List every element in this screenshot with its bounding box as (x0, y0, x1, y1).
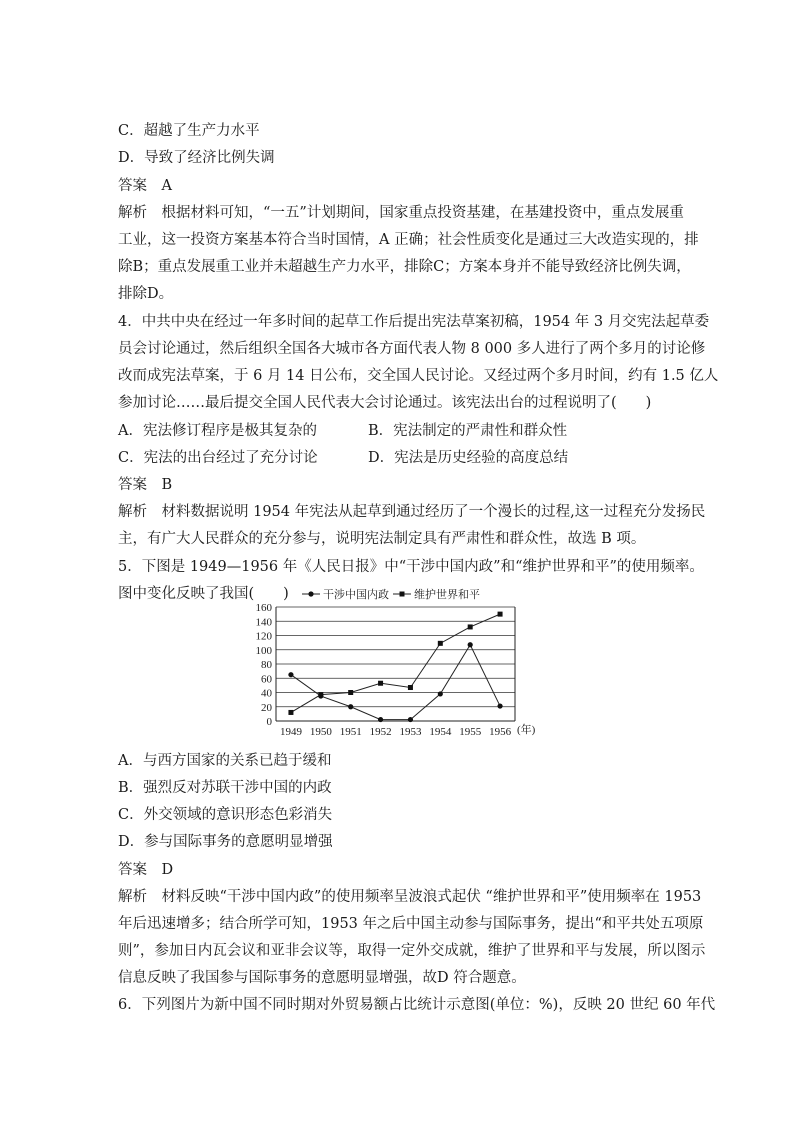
x-tick-label: 1954 (429, 726, 452, 738)
x-tick-label: 1952 (369, 726, 392, 738)
x-tick-label: 1955 (459, 726, 482, 738)
y-tick-label: 60 (261, 673, 272, 686)
analysis-line: 解析 根据材料可知，“一五”计划期间，国家重点投资基建，在基建投资中，重点发展重 (118, 205, 684, 221)
question-5-line: 图中变化反映了我国( ) (118, 586, 289, 602)
y-tick-label: 120 (255, 630, 272, 643)
y-tick-label: 100 (255, 644, 272, 657)
data-point-square (438, 641, 443, 646)
option-c: C．宪法的出台经过了充分讨论 (118, 450, 318, 466)
chart-series (288, 612, 502, 723)
data-point-circle (468, 642, 473, 647)
data-point-square (498, 612, 503, 617)
x-axis-unit-label: (年) (517, 724, 536, 736)
x-tick-labels (280, 722, 536, 738)
y-tick-label: 40 (261, 687, 272, 700)
data-point-square (318, 692, 323, 697)
legend-label: 维护世界和平 (414, 589, 480, 601)
option-a: A．宪法修订程序是极其复杂的 (118, 423, 317, 439)
analysis-line: 主，有广大人民群众的充分参与，说明宪法制定具有严肃性和群众性，故选 B 项。 (118, 531, 646, 547)
analysis-line: 则”，参加日内瓦会议和亚非会议等，取得一定外交成就，维护了世界和平与发展，所以图示 (118, 943, 706, 959)
data-point-circle (288, 672, 293, 677)
question-4-line: 4．中共中央在经过一年多时间的起草工作后提出宪法草案初稿，1954 年 3 月交宪法起草委 (118, 314, 710, 330)
option-d: D．宪法是历史经验的高度总结 (368, 450, 569, 466)
data-point-circle (348, 704, 353, 709)
question-4-line: 员会讨论通过，然后组织全国各大城市各方面代表人物 8 000 多人进行了两个多月的讨论修 (118, 341, 706, 357)
series-line (291, 645, 500, 720)
option-d: D．导致了经济比例失调 (118, 150, 275, 166)
y-tick-label: 160 (255, 602, 272, 614)
answer-label: 答案 D (118, 862, 174, 878)
x-tick-label: 1949 (279, 726, 302, 738)
analysis-line: 年后迅速增多；结合所学可知，1953 年之后中国主动参与国际事务，提出“和平共处五项原 (118, 916, 704, 932)
x-tick-label: 1953 (399, 726, 422, 738)
question-6-line: 6．下列图片为新中国不同时期对外贸易额占比统计示意图(单位：%)，反映 20 世纪 60 年代 (118, 997, 716, 1013)
analysis-line: 信息反映了我国参与国际事务的意愿明显增强，故D 符合题意。 (118, 970, 526, 986)
data-point-square (378, 681, 383, 686)
analysis-line: 工业，这一投资方案基本符合当时国情，A 正确；社会性质变化是通过三大改造实现的，排 (118, 232, 699, 248)
analysis-line: 除B；重点发展重工业并未超越生产力水平，排除C；方案本身并不能导致经济比例失调， (118, 259, 691, 275)
x-tick-label: 1956 (489, 726, 512, 738)
y-tick-label: 80 (261, 659, 272, 671)
option-d: D．参与国际事务的意愿明显增强 (118, 834, 333, 850)
y-tick-labels (256, 602, 273, 728)
x-tick-label: 1950 (309, 726, 332, 738)
option-b: B．宪法制定的严肃性和群众性 (368, 423, 568, 439)
chart-legend (302, 587, 480, 601)
data-point-circle (497, 703, 502, 708)
data-point-circle (378, 717, 383, 722)
data-point-square (288, 710, 293, 715)
option-c: C．外交领域的意识形态色彩消失 (118, 807, 333, 823)
question-4-line: 改而成宪法草案，于 6 月 14 日公布，交全国人民讨论。又经过两个多月时间，约有 1.5 亿人 (118, 368, 719, 384)
answer-label: 答案 B (118, 477, 173, 493)
question-5-line: 5．下图是 1949—1956 年《人民日报》中“干涉中国内政”和“维护世界和平”的使用频率。 (118, 559, 704, 575)
analysis-line: 排除D。 (118, 286, 174, 302)
data-point-circle (438, 691, 443, 696)
legend-marker-circle (308, 591, 313, 596)
answer-label: 答案 A (118, 178, 172, 194)
y-tick-label: 140 (255, 616, 272, 629)
analysis-line: 解析 材料数据说明 1954 年宪法从起草到通过经历了一个漫长的过程,这一过程充分发扬民 (118, 504, 706, 520)
y-tick-label: 0 (266, 716, 272, 728)
data-point-circle (408, 717, 413, 722)
legend-label: 干涉中国内政 (323, 589, 389, 601)
frequency-line-chart (240, 585, 550, 740)
option-a: A．与西方国家的关系已趋于缓和 (118, 753, 332, 769)
question-4-line: 参加讨论……最后提交全国人民代表大会讨论通过。该宪法出台的过程说明了( ) (118, 395, 652, 411)
option-c: C．超越了生产力水平 (118, 123, 260, 139)
x-tick-label: 1951 (339, 726, 362, 738)
data-point-square (408, 685, 413, 690)
y-tick-label: 20 (261, 701, 272, 714)
option-b: B．强烈反对苏联干涉中国的内政 (118, 780, 332, 796)
data-point-square (468, 624, 473, 629)
legend-marker-square (400, 592, 405, 597)
data-point-square (348, 690, 353, 695)
analysis-line: 解析 材料反映“干涉中国内政”的使用频率呈波浪式起伏 “维护世界和平”使用频率在 1953 (118, 889, 702, 905)
